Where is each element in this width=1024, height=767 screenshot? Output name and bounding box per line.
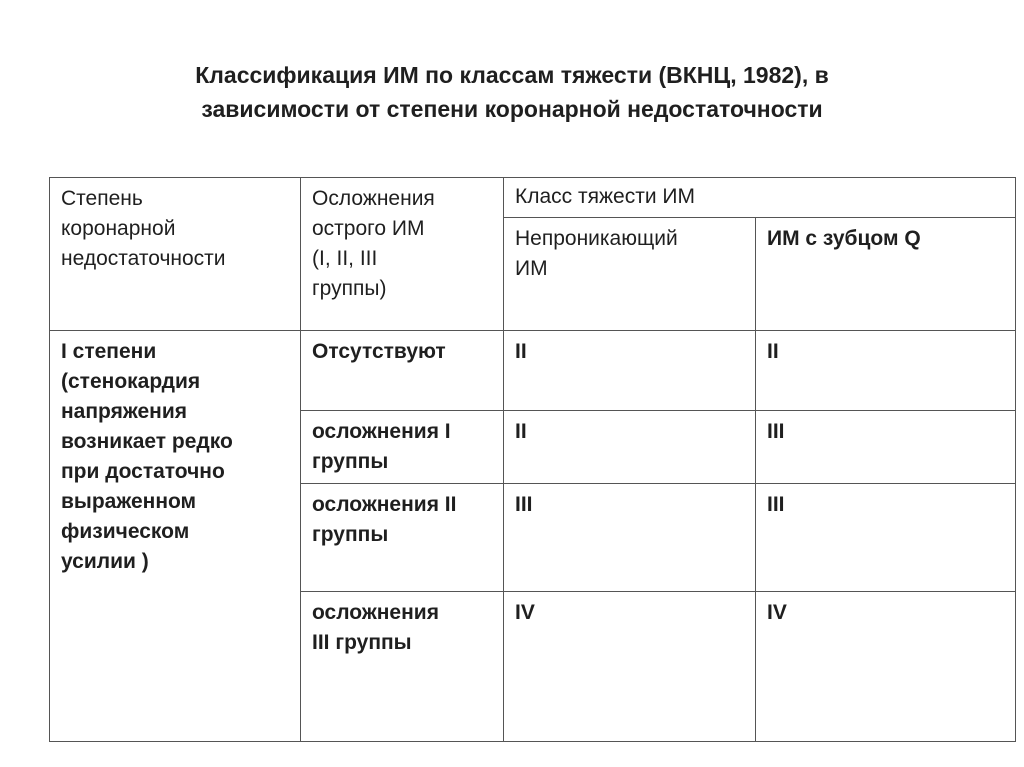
header-severity-class: Класс тяжести ИМ (515, 185, 695, 208)
complication-line: Отсутствуют (312, 340, 446, 363)
complication-cell (301, 592, 504, 742)
header-degree-line: Степень (61, 187, 143, 210)
complication-line: группы (312, 523, 389, 546)
header-degree-line: недостаточности (61, 247, 226, 270)
complication-line: III группы (312, 631, 412, 654)
complication-line: группы (312, 450, 389, 473)
header-nonpenetrating-line: Непроникающий (515, 227, 678, 250)
q-wave-class-cell (756, 484, 1016, 592)
q-wave-class-cell (756, 331, 1016, 411)
degree-cell (50, 331, 301, 742)
complication-cell (301, 411, 504, 484)
header-complications-line: острого ИМ (312, 217, 425, 240)
header-severity-class-cell (504, 178, 1016, 218)
title-line-1: Классификация ИМ по классам тяжести (ВКНЦ, 1982), в (195, 62, 829, 88)
severity-classification-table (49, 177, 1016, 742)
q-wave-class-cell (756, 592, 1016, 742)
degree-line: I степени (61, 340, 157, 363)
nonpenetrating-class-cell (504, 411, 756, 484)
degree-line: усилии ) (61, 550, 149, 573)
title-line-2: зависимости от степени коронарной недостаточности (201, 96, 823, 122)
complication-line: осложнения I (312, 420, 451, 443)
header-degree-cell (50, 178, 301, 331)
degree-line: возникает редко (61, 430, 233, 453)
header-complications-line: Осложнения (312, 187, 435, 210)
degree-line: напряжения (61, 400, 187, 423)
nonpenetrating-class-cell (504, 592, 756, 742)
nonpenetrating-class-cell (504, 484, 756, 592)
header-complications-cell (301, 178, 504, 331)
degree-line: при достаточно (61, 460, 225, 483)
header-q-wave: ИМ с зубцом Q (767, 227, 921, 250)
q-wave-class-cell (756, 411, 1016, 484)
nonpenetrating-class-cell (504, 331, 756, 411)
header-q-wave-cell (756, 218, 1016, 331)
header-complications-line: (I, II, III (312, 247, 378, 270)
degree-line: физическом (61, 520, 190, 543)
header-nonpenetrating-cell (504, 218, 756, 331)
header-degree-line: коронарной (61, 217, 176, 240)
q-wave-class: III (767, 420, 785, 443)
degree-line: выраженном (61, 490, 197, 513)
q-wave-class: III (767, 493, 785, 516)
complication-line: осложнения (312, 601, 439, 624)
complication-line: осложнения II (312, 493, 457, 516)
header-complications-line: группы) (312, 277, 387, 300)
page-title (60, 58, 964, 126)
nonpenetrating-class: II (515, 340, 527, 363)
table-row (50, 331, 1016, 411)
degree-line: (стенокардия (61, 370, 201, 393)
q-wave-class: IV (767, 601, 787, 624)
complication-cell (301, 484, 504, 592)
nonpenetrating-class: III (515, 493, 533, 516)
q-wave-class: II (767, 340, 779, 363)
header-nonpenetrating-line: ИМ (515, 257, 548, 280)
nonpenetrating-class: IV (515, 601, 535, 624)
complication-cell (301, 331, 504, 411)
nonpenetrating-class: II (515, 420, 527, 443)
table-header-row (50, 178, 1016, 218)
